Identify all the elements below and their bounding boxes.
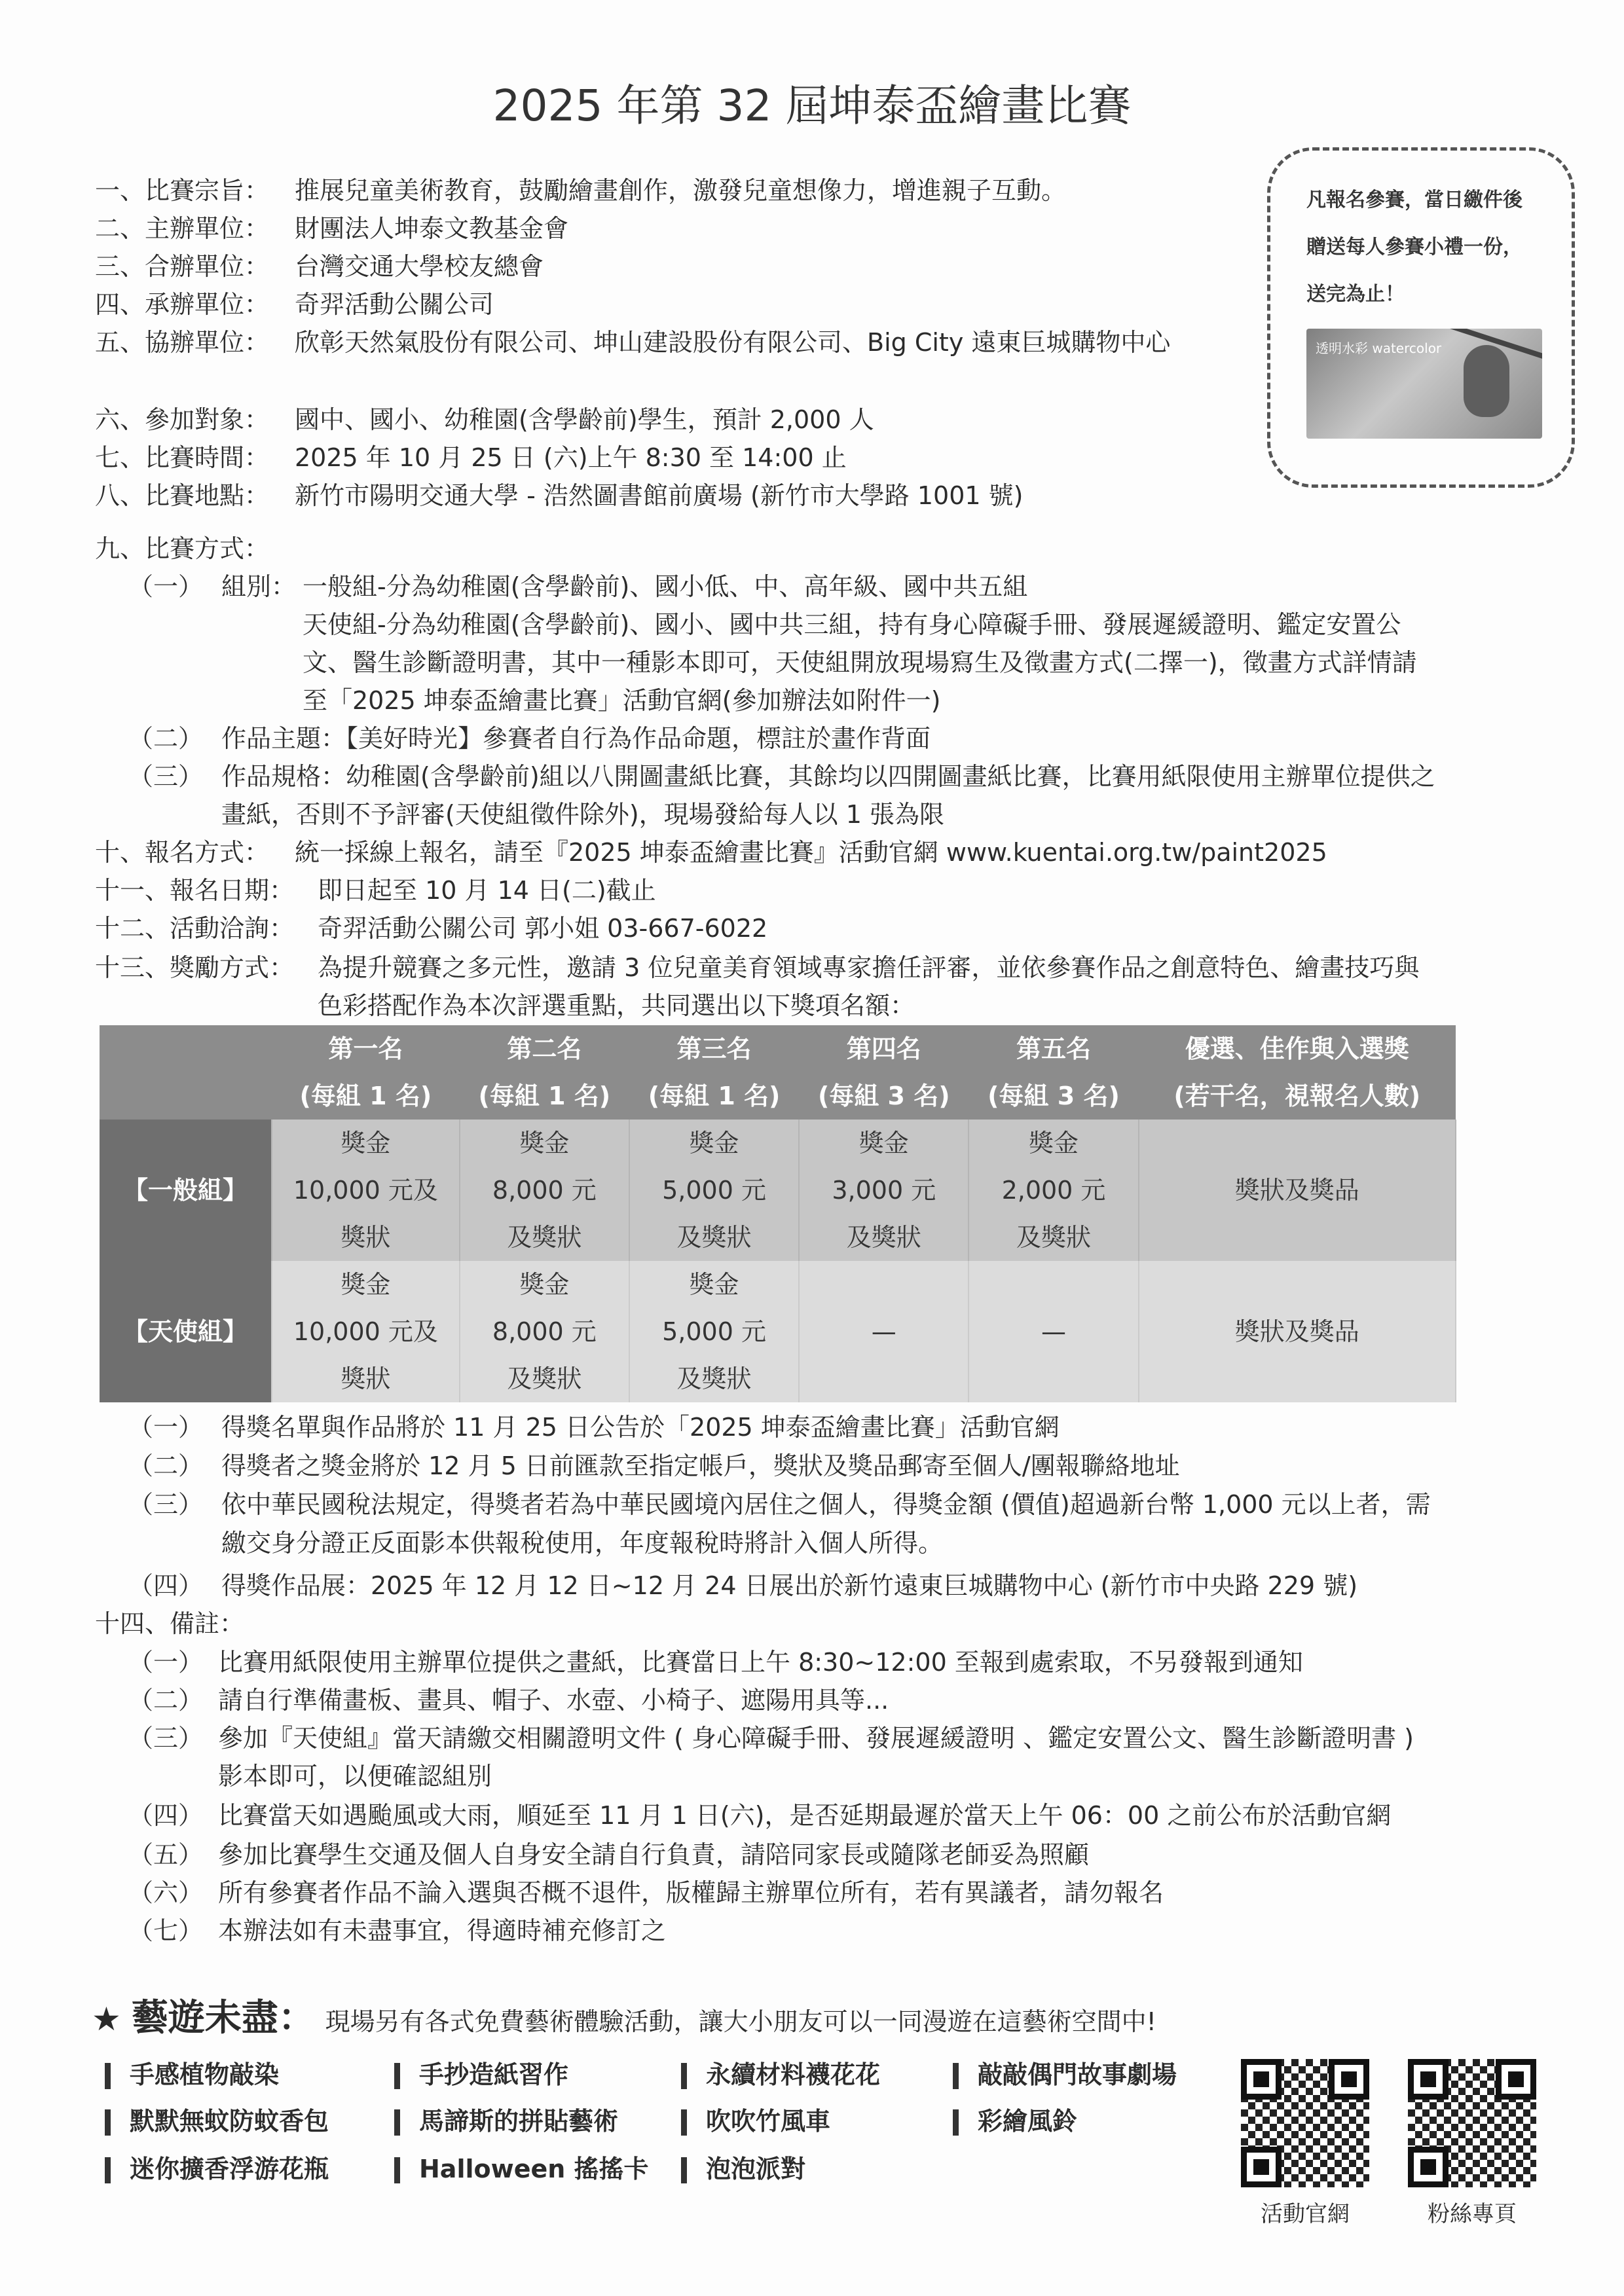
- info-value-2: 財團法人坤泰文教基金會: [295, 214, 569, 243]
- award-note-text-2: 得獎者之獎金將於 12 月 5 日前匯款至指定帳戶，獎狀及獎品郵寄至個人/團報聯絡地址: [221, 1451, 1180, 1480]
- reg-key-1: 十、報名方式：: [95, 838, 270, 867]
- header-count-6: (若干名，視報名人數): [1139, 1072, 1456, 1120]
- activity-item: Halloween 搖搖卡: [394, 2151, 649, 2187]
- info-key-5: 五、協辦單位：: [95, 328, 270, 357]
- angel-prize-5: —: [969, 1261, 1138, 1402]
- note-num-2: （二）: [128, 1686, 204, 1715]
- reg-value-3: 奇羿活動公關公司 郭小姐 03-667-6022: [318, 914, 768, 943]
- table-header-row: [100, 1025, 1456, 1072]
- award-note-num-2: （二）: [128, 1451, 204, 1480]
- method-num-3: （三）: [128, 762, 204, 791]
- table-header-row-2: [100, 1072, 1456, 1120]
- reg-value-4: 為提升競賽之多元性，邀請 3 位兒童美育領域專家擔任評審，並依參賽作品之創意特色、繪畫技巧與: [318, 953, 1420, 982]
- activity-item: 默默無蚊防蚊香包: [105, 2103, 329, 2140]
- award-note-text-1: 得獎名單與作品將於 11 月 25 日公告於「2025 坤泰盃繪畫比賽」活動官網: [221, 1413, 1060, 1442]
- table-row-angel: [100, 1261, 1456, 1402]
- note-text-8: 本辦法如有未盡事宜，得適時補充修訂之: [218, 1916, 667, 1945]
- gift-image-label: 透明水彩 watercolor: [1316, 340, 1442, 356]
- header-rank-1: 第一名: [272, 1025, 460, 1072]
- method-group-line-1: 一般組-分為幼稚園(含學齡前)、國小低、中、高年級、國中共五組: [303, 572, 1028, 601]
- activity-item: 泡泡派對: [681, 2151, 805, 2187]
- gift-notice-box: [1267, 147, 1575, 488]
- reg-key-2: 十一、報名日期：: [95, 876, 295, 905]
- note-num-7: （六）: [128, 1878, 204, 1907]
- note-text-4: 影本即可，以便確認組別: [218, 1762, 492, 1791]
- general-prize-5: 獎金 2,000 元 及獎狀: [969, 1120, 1138, 1261]
- reg-key-4: 十三、獎勵方式：: [95, 953, 295, 982]
- award-note-text-5: 得獎作品展：2025 年 12 月 12 日~12 月 24 日展出於新竹遠東巨城購物中心 (新竹市中央路 229 號): [221, 1571, 1358, 1600]
- header-count-4: (每組 3 名): [799, 1072, 969, 1120]
- note-text-6: 參加比賽學生交通及個人自身安全請自行負責，請陪同家長或隨隊老師妥為照顧: [218, 1840, 1090, 1869]
- qr-code-fanpage[interactable]: [1408, 2059, 1536, 2187]
- note-num-3: （三）: [128, 1724, 204, 1753]
- activity-item: 手抄造紙習作: [394, 2056, 568, 2093]
- header-count-5: (每組 3 名): [969, 1072, 1138, 1120]
- info-value-1: 推展兒童美術教育，鼓勵繪畫創作，激發兒童想像力，增進親子互動。: [295, 176, 1067, 205]
- info-value-8: 新竹市陽明交通大學 - 浩然圖書館前廣場 (新竹市大學路 1001 號): [295, 481, 1024, 510]
- reward-desc-line-2: 色彩搭配作為本次評選重點，共同選出以下獎項名額：: [318, 991, 915, 1020]
- header-rank-2: 第二名: [460, 1025, 629, 1072]
- activity-item: 永續材料襪花花: [681, 2056, 880, 2093]
- note-text-1: 比賽用紙限使用主辦單位提供之畫紙，比賽當日上午 8:30~12:00 至報到處索取，不另發報到通知: [218, 1648, 1303, 1677]
- gift-line-3: 送完為止！: [1306, 283, 1405, 306]
- activity-item: 手感植物敲染: [105, 2056, 279, 2093]
- note-text-7: 所有參賽者作品不論入選與否概不退件，版權歸主辦單位所有，若有異議者，請勿報名: [218, 1878, 1164, 1907]
- general-prize-2: 獎金 8,000 元 及獎狀: [460, 1120, 629, 1261]
- method-group-key: 組別：: [221, 572, 297, 601]
- notes-heading: 十四、備註：: [95, 1609, 245, 1638]
- method-spec-line-1: 作品規格：幼稚園(含學齡前)組以八開圖畫紙比賽，其餘均以四開圖畫紙比賽，比賽用紙限使用主辦單位提供之: [221, 762, 1435, 791]
- info-key-8: 八、比賽地點：: [95, 481, 270, 510]
- note-text-5: 比賽當天如遇颱風或大雨，順延至 11 月 1 日(六)，是否延期最遲於當天上午 06：00 之前公布於活動官網: [218, 1801, 1392, 1830]
- angel-prize-4: —: [799, 1261, 969, 1402]
- art-section-desc: 現場另有各式免費藝術體驗活動，讓大小朋友可以一同漫遊在這藝術空間中!: [325, 2007, 1156, 2036]
- method-num-2: （二）: [128, 724, 204, 753]
- activity-item: 吹吹竹風車: [681, 2103, 830, 2140]
- info-key-7: 七、比賽時間：: [95, 443, 270, 472]
- gift-line-2: 贈送每人參賽小禮一份，: [1306, 236, 1522, 259]
- note-num-6: （五）: [128, 1840, 204, 1869]
- page-title: 2025 年第 32 屆坤泰盃繪畫比賽: [492, 81, 1132, 131]
- note-text-3: 參加『天使組』當天請繳交相關證明文件 ( 身心障礙手冊、發展遲緩證明 、鑑定安置公文、醫生診斷證明書 ): [218, 1724, 1414, 1753]
- note-num-5: （四）: [128, 1801, 204, 1830]
- group-label-angel: 【天使組】: [100, 1261, 272, 1402]
- header-rank-5: 第五名: [969, 1025, 1138, 1072]
- info-key-6: 六、參加對象：: [95, 405, 270, 434]
- angel-prize-2: 獎金 8,000 元 及獎狀: [460, 1261, 629, 1402]
- header-corner: [100, 1025, 272, 1120]
- info-value-3: 台灣交通大學校友總會: [295, 252, 544, 281]
- note-num-8: （七）: [128, 1916, 204, 1945]
- angel-prize-6: 獎狀及獎品: [1139, 1261, 1456, 1402]
- note-num-1: （一）: [128, 1648, 204, 1677]
- info-key-1: 一、比賽宗旨：: [95, 176, 270, 205]
- qr-caption-fanpage: 粉絲專頁: [1428, 2201, 1517, 2227]
- award-note-text-4: 繳交身分證正反面影本供報稅使用，年度報稅時將計入個人所得。: [221, 1529, 944, 1558]
- award-note-text-3: 依中華民國稅法規定，得獎者若為中華民國境內居住之個人，得獎金額 (價值)超過新台幣 1,000 元以上者，需: [221, 1490, 1431, 1519]
- general-prize-4: 獎金 3,000 元 及獎狀: [799, 1120, 969, 1261]
- header-count-1: (每組 1 名): [272, 1072, 460, 1120]
- reg-value-2: 即日起至 10 月 14 日(二)截止: [318, 876, 656, 905]
- table-row-general: [100, 1120, 1456, 1261]
- gift-line-1: 凡報名參賽，當日繳件後: [1306, 189, 1522, 211]
- activity-item: 馬諦斯的拼貼藝術: [394, 2103, 618, 2140]
- method-num-1: （一）: [128, 572, 204, 601]
- angel-prize-1: 獎金 10,000 元及 獎狀: [272, 1261, 460, 1402]
- header-rank-3: 第三名: [629, 1025, 799, 1072]
- method-group-line-2: 天使組-分為幼稚園(含學齡前)、國小、國中共三組，持有身心障礙手冊、發展遲緩證明、鑑定安置公: [303, 610, 1401, 639]
- activity-item: 迷你擴香浮游花瓶: [105, 2151, 329, 2187]
- header-honorable: 優選、佳作與入選獎: [1139, 1025, 1456, 1072]
- award-note-num-5: （四）: [128, 1571, 204, 1600]
- general-prize-6: 獎狀及獎品: [1139, 1120, 1456, 1261]
- activity-item: 彩繪風鈴: [953, 2103, 1077, 2140]
- info-key-9: 九、比賽方式：: [95, 534, 270, 563]
- watercolor-gift-image: [1306, 329, 1542, 439]
- method-spec-line-2: 畫紙，否則不予評審(天使組徵件除外)，現場發給每人以 1 張為限: [221, 800, 944, 829]
- general-prize-1: 獎金 10,000 元及 獎狀: [272, 1120, 460, 1261]
- qr-caption-website: 活動官網: [1261, 2201, 1350, 2227]
- reg-value-1: 統一採線上報名，請至『2025 坤泰盃繪畫比賽』活動官網 www.kuentai.org.tw/paint2025: [295, 838, 1327, 867]
- angel-prize-3: 獎金 5,000 元 及獎狀: [629, 1261, 799, 1402]
- award-note-num-3: （三）: [128, 1490, 204, 1519]
- info-key-2: 二、主辦單位：: [95, 214, 270, 243]
- award-table: [100, 1025, 1456, 1402]
- art-section-heading: [92, 1995, 1156, 2045]
- header-count-2: (每組 1 名): [460, 1072, 629, 1120]
- info-value-5: 欣彰天然氣股份有限公司、坤山建設股份有限公司、Big City 遠東巨城購物中心: [295, 328, 1171, 357]
- star-icon: ★: [92, 2000, 121, 2038]
- award-note-num-1: （一）: [128, 1413, 204, 1442]
- method-theme: 作品主題：【美好時光】參賽者自行為作品命題，標註於畫作背面: [221, 724, 931, 753]
- info-value-7: 2025 年 10 月 25 日 (六)上午 8:30 至 14:00 止: [295, 443, 847, 472]
- qr-code-website[interactable]: [1241, 2059, 1369, 2187]
- info-value-4: 奇羿活動公關公司: [295, 290, 494, 319]
- general-prize-3: 獎金 5,000 元 及獎狀: [629, 1120, 799, 1261]
- method-group-line-3: 文、醫生診斷證明書，其中一種影本即可，天使組開放現場寫生及徵畫方式(二擇一)，徵畫方式詳情請: [303, 648, 1417, 677]
- art-section-title: 藝遊未盡：: [131, 1997, 315, 2039]
- info-value-6: 國中、國小、幼稚園(含學齡前)學生，預計 2,000 人: [295, 405, 874, 434]
- method-group-line-4: 至「2025 坤泰盃繪畫比賽」活動官網(參加辦法如附件一): [303, 686, 941, 715]
- note-text-2: 請自行準備畫板、畫具、帽子、水壺、小椅子、遮陽用具等...: [218, 1686, 889, 1715]
- header-count-3: (每組 1 名): [629, 1072, 799, 1120]
- group-label-general: 【一般組】: [100, 1120, 272, 1261]
- info-key-3: 三、合辦單位：: [95, 252, 270, 281]
- reg-key-3: 十二、活動洽詢：: [95, 914, 295, 943]
- info-key-4: 四、承辦單位：: [95, 290, 270, 319]
- header-rank-4: 第四名: [799, 1025, 969, 1072]
- activity-item: 敲敲偶門故事劇場: [953, 2056, 1177, 2093]
- sloth-illustration: [1464, 345, 1509, 417]
